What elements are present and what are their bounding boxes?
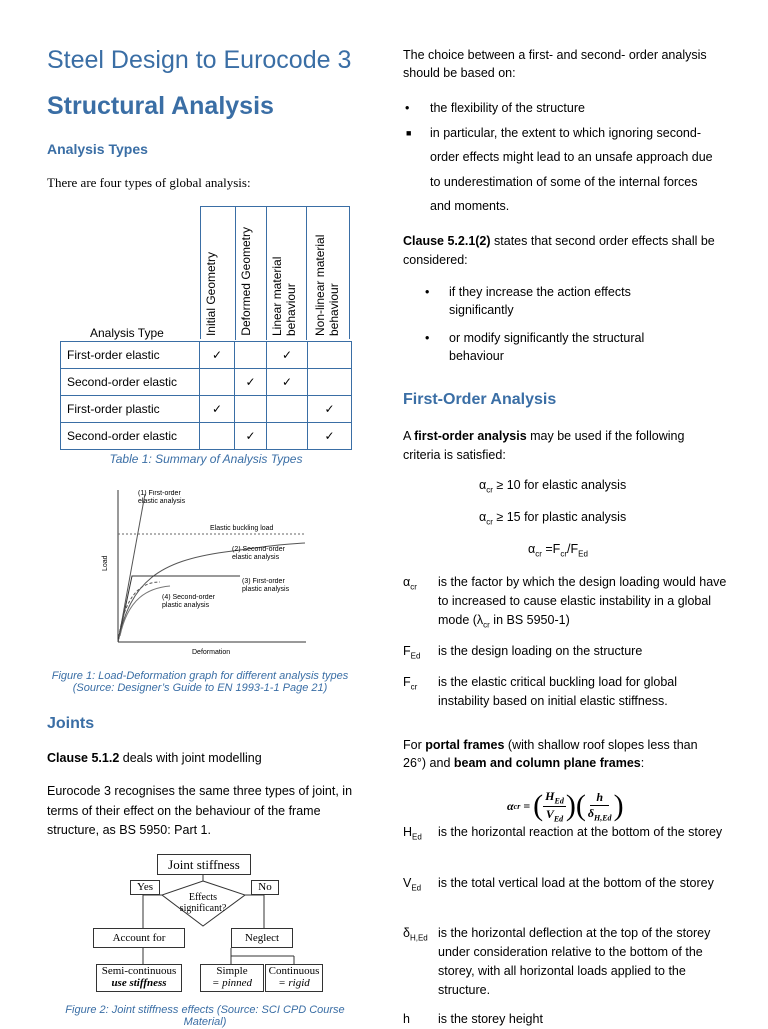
fig1-xlabel: Deformation [192, 649, 231, 656]
clause512-text: Clause 5.1.2 deals with joint modelling [47, 751, 262, 765]
sub-bullets [425, 283, 695, 365]
table-row: Second-order elastic ✓ ✓ [61, 423, 352, 450]
portal-frames-text: For portal frames (with shallow roof slopes less than 26°) and beam and column plane frames: [403, 738, 698, 770]
col-header-analysis-type: Analysis Type [90, 326, 164, 340]
table-row: Second-order elastic ✓ ✓ [61, 369, 352, 396]
fig1-curve2-label: (2) Second-order elastic analysis [232, 546, 285, 561]
fig1-curve4-label: (4) Second-order plastic analysis [162, 594, 215, 609]
simple-box: Simple = pinned [200, 964, 264, 992]
clause521-text: Clause 5.2.1(2) states that second order effects shall be considered: [403, 234, 715, 267]
continuous-box: Continuous = rigid [265, 964, 323, 992]
no-box: No [251, 880, 279, 895]
section-title: Structural Analysis [47, 92, 274, 120]
list-item: ■ in particular, the extent to which ignoring second-order effects might lead to an unsafe approach due to underestimation of some of the internal forces and moments. [406, 125, 713, 213]
fig1-curve1-label: (1) First-order elastic analysis [138, 490, 186, 505]
analysis-types-heading: Analysis Types [47, 141, 148, 157]
first-order-heading: First-Order Analysis [403, 391, 557, 408]
col-header-linear-material: Linear material behaviour [270, 256, 298, 336]
table-caption: Table 1: Summary of Analysis Types [109, 452, 303, 466]
joint-stiffness-box: Joint stiffness [157, 854, 251, 875]
fig2-caption: Figure 2: Joint stiffness effects (Source: SCI CPD Course Material) [65, 1004, 345, 1028]
fig1-elastic-buckling: Elastic buckling load [210, 525, 274, 532]
semi-continuous-box: Semi-continuous use stiffness [96, 964, 182, 992]
fig1-ylabel: Load [102, 555, 109, 571]
joints-heading: Joints [47, 715, 95, 732]
joints-paragraph: Eurocode 3 recognises the same three types of joint, in terms of their effect on the behaviour of the frame structure, as BS 5950: Part 1. [47, 784, 353, 837]
effects-significant-label: Effects significant? [179, 892, 227, 914]
alpha-cr-formula: α cr = ( $H_{Ed}$ $V_{Ed}$ ) ( h $\delta_{H,Ed}$ ) [507, 789, 624, 823]
yes-box: Yes [130, 880, 160, 895]
choice-intro: The choice between a first- and second- order analysis should be based on: [403, 48, 707, 80]
fig1-curve3-label: (3) First-order plastic analysis [242, 578, 290, 593]
list-item: • the flexibility of the structure [405, 101, 585, 115]
table-row: First-order plastic ✓ ✓ [61, 396, 352, 423]
neglect-box: Neglect [231, 928, 293, 948]
intro-text: There are four types of global analysis: [47, 175, 251, 190]
choice-bullets [405, 96, 715, 219]
doc-title: Steel Design to Eurocode 3 [47, 46, 352, 74]
fig1-caption: Figure 1: Load-Deformation graph for different analysis types (Source: Designer’s Guide to EN 1993-1-1 Page 21) [51, 670, 349, 694]
list-item: • or modify significantly the structural behaviour [425, 331, 645, 363]
criterion-ratio: $\alpha_{cr} =F_{cr}/F_{Ed}$ [528, 542, 588, 559]
col-header-nonlinear-material: Non-linear material behaviour [313, 234, 341, 336]
table-row: First-order elastic ✓ ✓ [61, 342, 352, 369]
load-deformation-figure [100, 486, 330, 658]
account-for-box: Account for [93, 928, 185, 948]
col-header-deformed-geometry: Deformed Geometry [239, 227, 253, 336]
col-header-initial-geometry: Initial Geometry [204, 251, 218, 336]
first-order-intro: A first-order analysis may be used if the following criteria is satisfied: [403, 429, 685, 462]
analysis-types-table [60, 341, 352, 450]
list-item: • if they increase the action effects significantly [425, 285, 631, 317]
criterion-plastic: $\alpha_{cr} \ge 15$ for plastic analysis [479, 510, 627, 527]
criterion-elastic: $\alpha_{cr} \ge 10$ for elastic analysis [479, 478, 627, 495]
